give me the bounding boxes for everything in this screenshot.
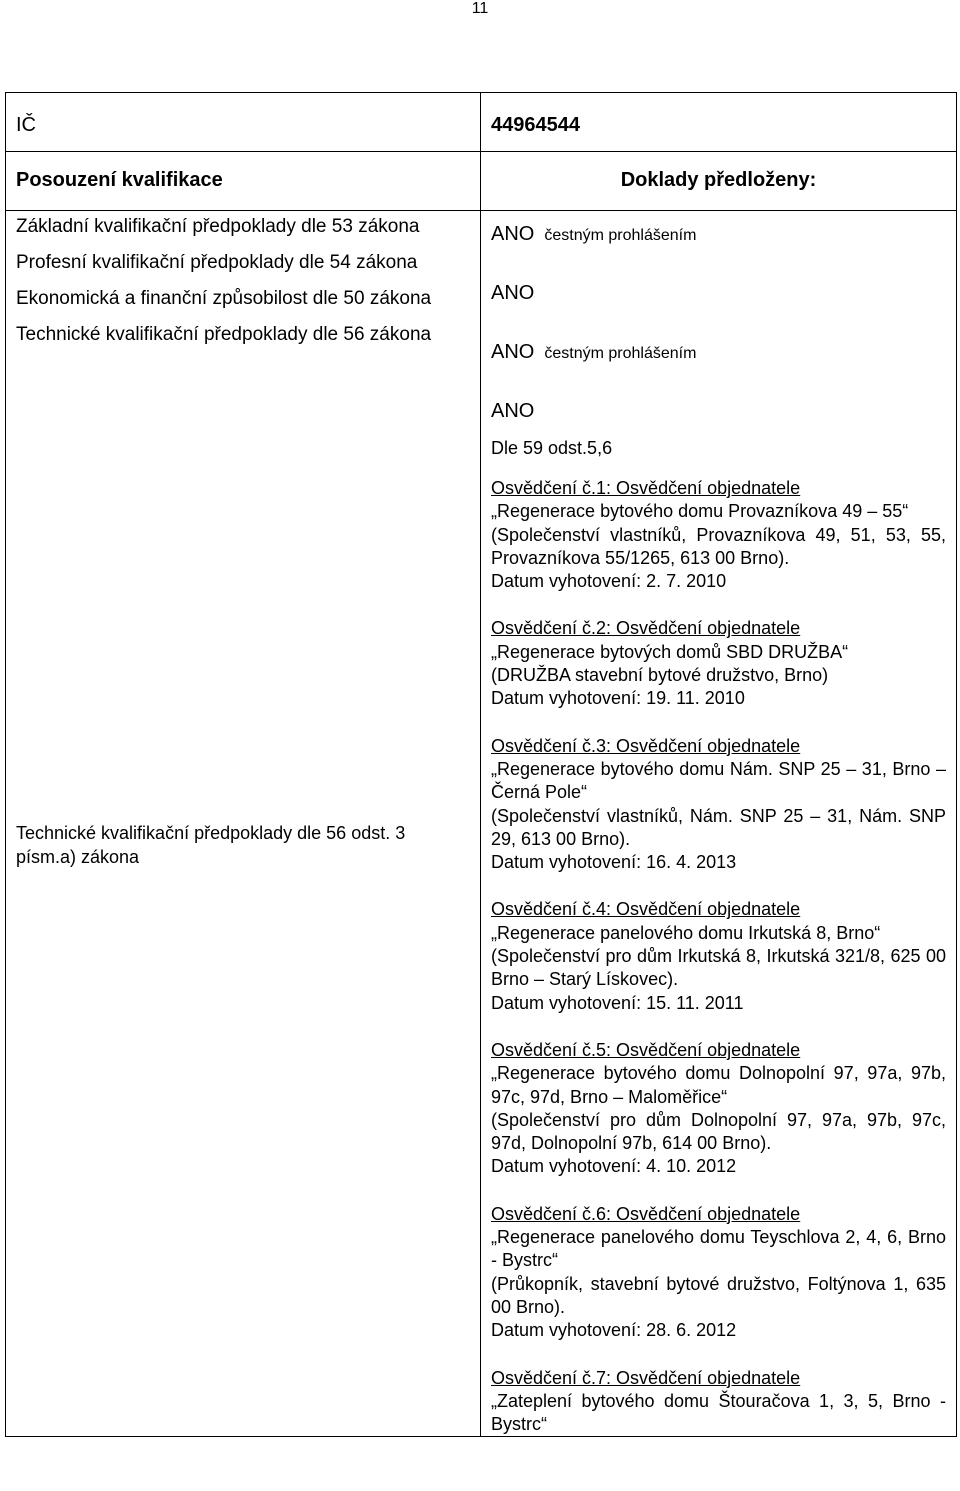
- certificate-heading: Osvědčení č.7: Osvědčení objednatele: [491, 1367, 801, 1388]
- certificate-7: [491, 1367, 946, 1437]
- certificate-client: (Společenství pro dům Irkutská 8, Irkutská 321/8, 625 00 Brno – Starý Lískovec).: [491, 946, 946, 990]
- ic-label: IČ: [16, 114, 36, 136]
- ic-value: 44964544: [491, 114, 580, 136]
- certificate-date: Datum vyhotovení: 28. 6. 2012: [491, 1320, 737, 1341]
- certificate-5: [491, 1039, 946, 1179]
- qualifications-row: [6, 211, 957, 1437]
- certificate-date: Datum vyhotovení: 4. 10. 2012: [491, 1156, 737, 1177]
- technical-qualification-label: Technické kvalifikační předpoklady dle 56 odst. 3 písm.a) zákona: [16, 823, 406, 867]
- qualification-note: čestným prohlášením: [544, 227, 697, 244]
- qualification-value: ANO: [491, 341, 535, 363]
- certificate-heading: Osvědčení č.4: Osvědčení objednatele: [491, 899, 801, 920]
- qualification-value-row: [491, 392, 946, 436]
- certificate-client: (Průkopník, stavební bytové družstvo, Foltýnova 1, 635 00 Brno).: [491, 1273, 946, 1317]
- certificate-1: [491, 477, 946, 593]
- certificate-project: „Regenerace bytového domu Dolnopolní 97, 97a, 97b, 97c, 97d, Brno – Maloměřice“: [491, 1063, 946, 1107]
- certificate-date: Datum vyhotovení: 2. 7. 2010: [491, 571, 727, 592]
- certificate-heading: Osvědčení č.2: Osvědčení objednatele: [491, 618, 801, 639]
- certificate-client: (Společenství vlastníků, Nám. SNP 25 – 31, Nám. SNP 29, 613 00 Brno).: [491, 805, 946, 849]
- certificate-heading: Osvědčení č.5: Osvědčení objednatele: [491, 1039, 801, 1060]
- qualification-label-professional: Profesní kvalifikační předpoklady dle 54 zákona: [16, 252, 418, 273]
- certificate-date: Datum vyhotovení: 15. 11. 2011: [491, 992, 744, 1013]
- documents-title: Doklady předloženy:: [620, 169, 817, 191]
- qualification-value-row: [491, 215, 946, 274]
- qualification-value: ANO: [491, 223, 535, 245]
- certificate-client: (Společenství pro dům Dolnopolní 97, 97a, 97b, 97c, 97d, Dolnopolní 97b, 614 00 Brno).: [491, 1109, 946, 1154]
- certificate-heading: Osvědčení č.1: Osvědčení objednatele: [491, 478, 801, 498]
- qualification-label-basic: Základní kvalifikační předpoklady dle 53 zákona: [16, 216, 420, 237]
- qualification-table: [5, 92, 957, 1437]
- certificate-heading: Osvědčení č.6: Osvědčení objednatele: [491, 1203, 801, 1224]
- qualification-labels: [6, 211, 480, 347]
- certificate-client: (DRUŽBA stavební bytové družstvo, Brno): [491, 665, 829, 686]
- certificate-project: „Regenerace panelového domu Teyschlova 2, 4, 6, Brno - Bystrc“: [491, 1227, 946, 1271]
- certificate-project: „Regenerace bytového domu Nám. SNP 25 – 31, Brno – Černá Pole“: [491, 758, 946, 803]
- certificate-client: (Společenství vlastníků, Provazníkova 49, 51, 53, 55, Provazníkova 55/1265, 613 00 Brno).: [491, 524, 946, 568]
- qualification-label-economic: Ekonomická a finanční způsobilost dle 50 zákona: [16, 288, 432, 309]
- certificate-heading: Osvědčení č.3: Osvědčení objednatele: [491, 735, 801, 756]
- certificate-project: „Zateplení bytového domu Štouračova 1, 3, 5, Brno - Bystrc“: [491, 1390, 946, 1435]
- certificate-date: Datum vyhotovení: 19. 11. 2010: [491, 688, 745, 709]
- qualification-value: ANO: [491, 282, 535, 304]
- certificate-project: „Regenerace bytových domů SBD DRUŽBA“: [491, 641, 849, 662]
- qualification-label-technical: Technické kvalifikační předpoklady dle 56 zákona: [16, 324, 432, 345]
- legal-reference: Dle 59 odst.5,6: [491, 438, 613, 458]
- certificate-date: Datum vyhotovení: 16. 4. 2013: [491, 852, 737, 873]
- qualification-value-row: [491, 333, 946, 392]
- header-row: [6, 152, 957, 211]
- qualification-value-row: [491, 274, 946, 333]
- section-title: Posouzení kvalifikace: [16, 169, 223, 191]
- qualification-value: ANO: [491, 400, 535, 422]
- certificate-list: [481, 477, 956, 1436]
- certificate-project: „Regenerace panelového domu Irkutská 8, Brno“: [491, 922, 881, 943]
- qualification-note: čestným prohlášením: [544, 345, 697, 362]
- certificate-3: [491, 735, 946, 875]
- ic-row: [6, 93, 957, 152]
- page-number: 11: [471, 0, 489, 17]
- certificate-6: [491, 1203, 946, 1343]
- certificate-project: „Regenerace bytového domu Provazníkova 49 – 55“: [491, 501, 909, 522]
- certificate-2: [491, 617, 946, 710]
- qualification-values: [481, 211, 956, 460]
- certificate-4: [491, 898, 946, 1014]
